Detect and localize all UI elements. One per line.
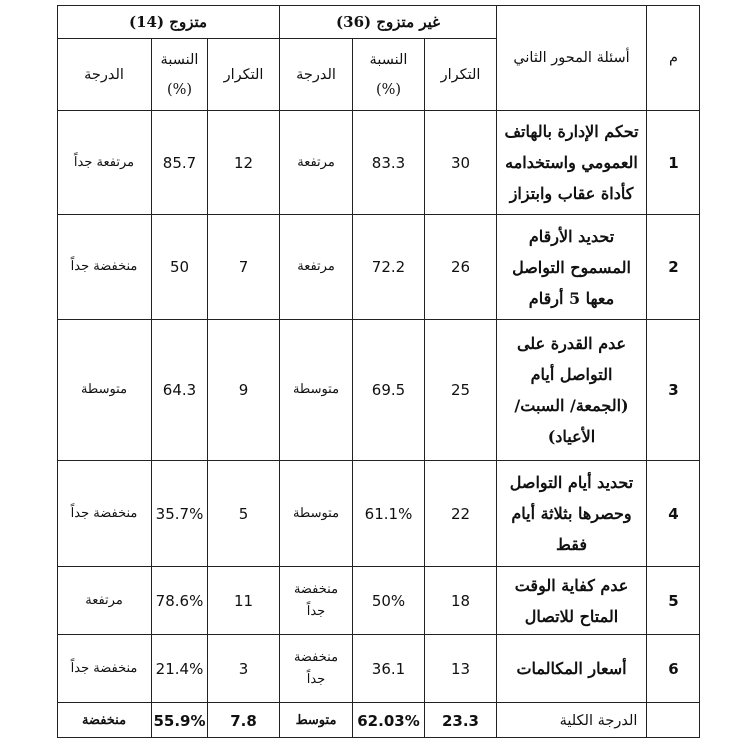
header-unmarried-frequency: التكرار — [440, 66, 481, 83]
unmarried-frequency: 26 — [450, 258, 471, 276]
row-question: أسعار المكالمات — [516, 659, 627, 678]
total-married-degree: منخفضة — [81, 712, 127, 728]
total-married-frequency: 7.8 — [230, 711, 257, 730]
married-degree: مرتفعة جداً — [73, 154, 135, 170]
row-index: 2 — [668, 258, 679, 276]
row-index: 1 — [668, 153, 679, 172]
header-unmarried-percent: النسبة (%) — [369, 51, 408, 98]
header-married-frequency: التكرار — [223, 66, 264, 83]
unmarried-degree: متوسطة — [292, 382, 340, 397]
unmarried-degree: مرتفعة — [297, 154, 335, 170]
row-index: 5 — [668, 591, 679, 610]
row-question: تحكم الإدارة بالهاتف العمومي واستخدامه كأداة عقاب وابتزاز — [504, 122, 639, 203]
married-frequency: 9 — [238, 381, 249, 399]
row-index: 6 — [668, 659, 679, 678]
married-frequency: 7 — [238, 258, 249, 276]
total-unmarried-percent: 62.03% — [357, 711, 420, 730]
unmarried-frequency: 30 — [450, 153, 471, 172]
married-percent: 50 — [169, 258, 190, 276]
total-label: الدرجة الكلية — [559, 712, 638, 729]
results-table — [57, 5, 700, 738]
total-married-percent: 55.9% — [153, 711, 206, 730]
unmarried-frequency: 13 — [450, 659, 471, 678]
unmarried-percent: 61.1% — [364, 504, 413, 523]
married-degree: مرتفعة — [85, 592, 123, 608]
married-frequency: 11 — [233, 591, 254, 610]
unmarried-percent: 50% — [371, 591, 406, 610]
total-unmarried-degree: متوسط — [295, 712, 337, 728]
header-group-married: متزوج (14) — [128, 12, 208, 31]
married-percent: 85.7 — [162, 153, 197, 172]
unmarried-degree: منخفضة جداً — [293, 649, 339, 687]
unmarried-percent: 72.2 — [371, 258, 406, 276]
married-frequency: 12 — [233, 153, 254, 172]
unmarried-degree: منخفضة جداً — [293, 581, 339, 619]
unmarried-percent: 69.5 — [371, 381, 406, 399]
married-percent: 35.7% — [155, 504, 204, 523]
married-frequency: 5 — [238, 504, 249, 523]
header-married-degree: الدرجة — [84, 66, 124, 83]
unmarried-percent: 36.1 — [371, 659, 406, 678]
married-degree: منخفضة جداً — [70, 505, 138, 521]
row-question: عدم القدرة على التواصل أيام (الجمعة/ السبت/ الأعياد) — [514, 334, 629, 446]
unmarried-degree: مرتفعة — [297, 259, 335, 274]
unmarried-degree: متوسطة — [292, 505, 340, 521]
total-unmarried-frequency: 23.3 — [441, 711, 479, 730]
header-index: م — [669, 49, 678, 66]
row-index: 3 — [668, 381, 679, 399]
unmarried-frequency: 25 — [450, 381, 471, 399]
married-percent: 64.3 — [162, 381, 197, 399]
married-degree: منخفضة جداً — [70, 660, 138, 676]
married-degree: منخفضة جداً — [70, 259, 138, 274]
unmarried-percent: 83.3 — [371, 153, 406, 172]
header-married-percent: النسبة (%) — [160, 51, 199, 98]
header-question: أسئلة المحور الثاني — [513, 49, 630, 66]
row-question: تحديد أيام التواصل وحصرها بثلاثة أيام فقط — [509, 473, 634, 554]
row-index: 4 — [668, 504, 679, 523]
married-percent: 21.4% — [155, 659, 204, 678]
married-degree: متوسطة — [80, 382, 128, 397]
row-question: تحديد الأرقام المسموح التواصل معها 5 أرقام — [512, 226, 631, 308]
unmarried-frequency: 18 — [450, 591, 471, 610]
unmarried-frequency: 22 — [450, 504, 471, 523]
married-frequency: 3 — [238, 659, 249, 678]
header-unmarried-degree: الدرجة — [296, 66, 336, 83]
header-group-unmarried: غير متزوج (36) — [336, 12, 440, 31]
row-question: عدم كفاية الوقت المتاح للاتصال — [514, 575, 629, 626]
married-percent: 78.6% — [155, 591, 204, 610]
